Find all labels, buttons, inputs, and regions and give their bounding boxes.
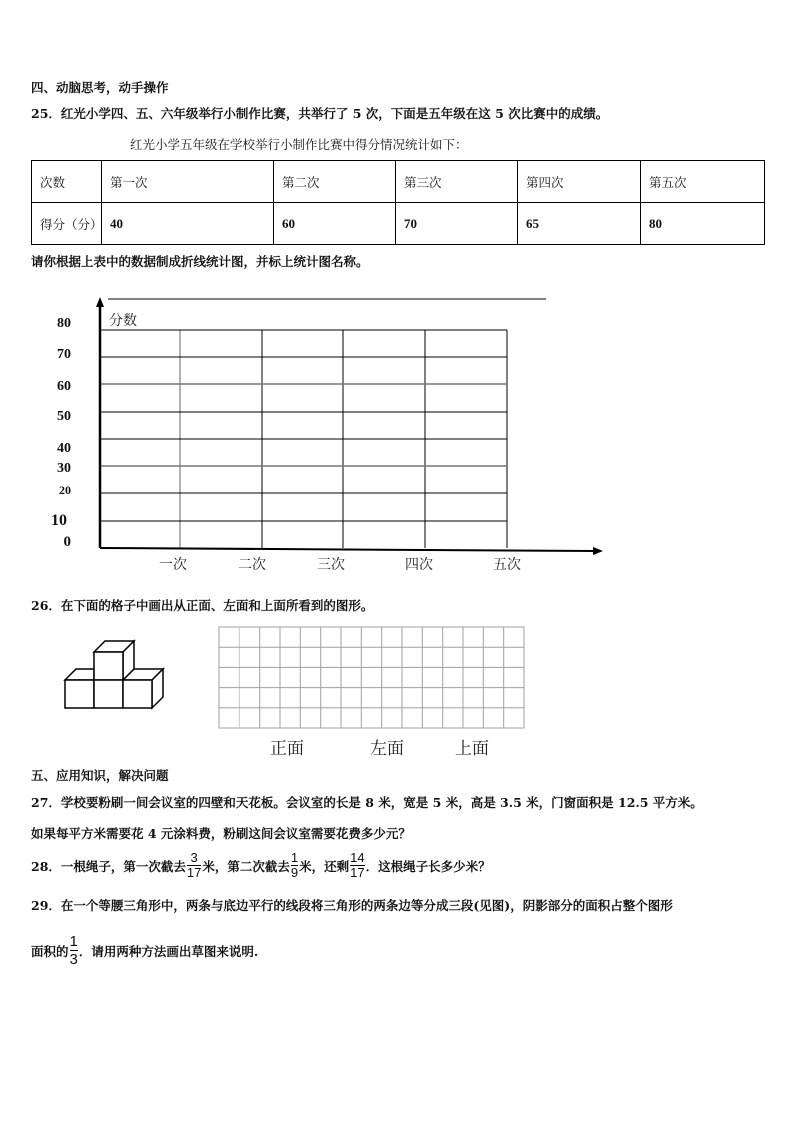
question-25-text: 25．红光小学四、五、六年级举行小制作比赛，共举行了 5 次，下面是五年级在这 5 次比赛中的成绩。 [31,106,609,121]
table-cell: 60 [274,203,396,245]
q29-part: ．请用两种方法画出草图来说明. [78,943,259,959]
table-cell: 65 [518,203,641,245]
y-tick-label: 70 [57,347,71,362]
question-25-instruction: 请你根据上表中的数据制成折线统计图，并标上统计图名称。 [31,254,369,269]
fraction-numerator: 1 [69,933,78,950]
q28-part: ．这根绳子长多少米？ [365,858,491,874]
table-cell: 40 [102,203,274,245]
table-cell: 70 [396,203,518,245]
question-28-text [31,851,491,880]
table-cell: 得分（分） [32,203,102,245]
question-29-line-2 [31,933,258,968]
x-tick-label: 一次 [159,557,187,573]
question-29-line-1: 29．在一个等腰三角形中，两条与底边平行的线段将三角形的两条边等分成三段(见图)，阴影部分的面积占整个图形 [31,898,673,913]
table-cell: 80 [641,203,765,245]
table-cell: 第一次 [102,161,274,203]
view-label-top: 上面 [455,739,489,759]
y-tick-label: 10 [51,512,67,529]
table-caption: 红光小学五年级在学校举行小制作比赛中得分情况统计如下： [130,137,468,152]
y-tick-label: 80 [57,316,71,331]
table-cell: 第五次 [641,161,765,203]
view-label-front: 正面 [270,739,304,759]
fraction-numerator: 14 [350,850,365,865]
fraction-denominator: 3 [69,951,78,968]
question-27-line-1: 27．学校要粉刷一间会议室的四壁和天花板。会议室的长是 8 米，宽是 5 米，高是 3.5 米，门窗面积是 12.5 平方米。 [31,795,703,810]
x-tick-label: 四次 [405,557,433,573]
fraction-denominator: 9 [290,865,299,880]
q28-part: 28．一根绳子，第一次截去 [31,858,186,874]
view-label-left: 左面 [370,739,404,759]
q28-part: 米，第二次截去 [202,858,290,874]
y-tick-label: 50 [57,409,71,424]
section-heading-5: 五、应用知识，解决问题 [31,768,169,783]
q28-part: 米，还剩 [299,858,350,874]
fraction [187,851,201,880]
y-tick-label: 40 [57,441,71,456]
fraction [70,933,78,968]
fraction [350,851,364,880]
table-cell: 第四次 [518,161,641,203]
x-axis [100,548,596,551]
fraction-numerator: 3 [190,850,198,865]
y-axis-arrow-icon [96,297,104,307]
x-tick-label: 三次 [317,557,345,573]
cube-stack-figure [0,600,200,720]
question-27-line-2: 如果每平方米需要花 4 元涂料费，粉刷这间会议室需要花费多少元？ [31,826,411,841]
question-26-text: 26．在下面的格子中画出从正面、左面和上面所看到的图形。 [31,598,374,613]
table-cell: 第二次 [274,161,396,203]
y-tick-label: 20 [59,483,71,497]
drawing-grid[interactable] [218,626,526,730]
x-tick-label: 五次 [493,557,521,573]
y-tick-label: 30 [57,461,71,476]
table-cell: 第三次 [396,161,518,203]
fraction [291,851,298,880]
table-cell: 次数 [32,161,102,203]
y-tick-label: 0 [63,534,71,550]
y-axis-title: 分数 [109,313,137,329]
fraction-numerator: 1 [290,850,299,865]
fraction-denominator: 17 [186,865,202,880]
fraction-denominator: 17 [350,865,365,880]
section-heading-4: 四、动脑思考，动手操作 [31,80,169,95]
x-axis-arrow-icon [593,547,603,555]
q29-part: 面积的 [31,943,69,959]
y-tick-label: 60 [57,379,71,394]
x-tick-label: 二次 [238,557,266,573]
